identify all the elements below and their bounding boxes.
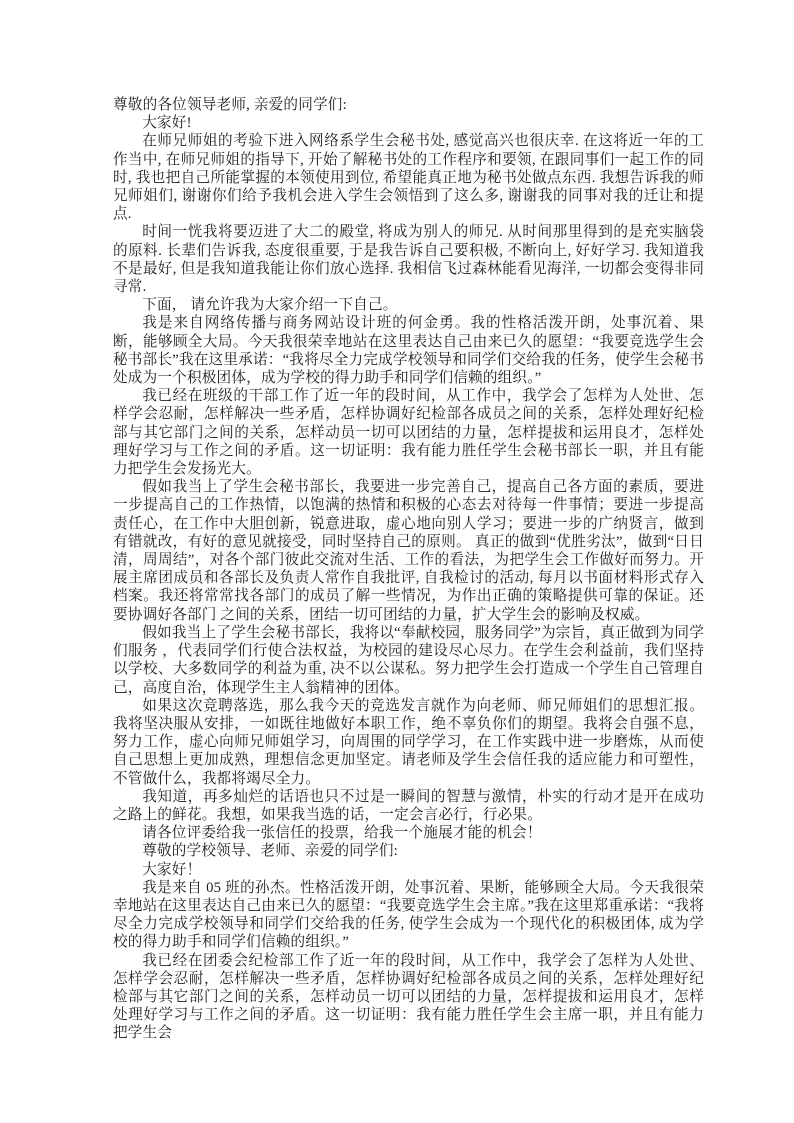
paragraph: 请各位评委给我一张信任的投票，给我一个施展才能的机会！ [142,825,542,842]
paragraph: 我已经在班级的干部工作了近一年的段时间，从工作中，我学会了怎样为人处世、怎样学会忍耐，怎样解决一些矛盾，怎样协调好纪检部各成员之间的关系，怎样处理好纪检部与其它部门之间的关系，怎样动员一切可以团结的力量，怎样提拔和运用良才，怎样处理好学习与工作之间的矛盾。这一切证明：我有能力胜任学生会秘书部长一职，并且有能力把学生会发扬光大。 [113,388,704,478]
paragraph: 我是来自 05 班的孙杰。性格活泼开朗，处事沉着、果断，能够顾全大局。今天我很荣幸地站在这里表达自己由来已久的愿望：“我要竞选学生会主席。”我在这里郑重承诺：“我将尽全力完成学校领导和同学们交给我的任务, 使学生会成为一个现代化的积极团体, 成为学校的得力助手和同学们信赖的组织。” [113,879,704,951]
paragraph: 大家好! [142,115,192,132]
paragraph: 下面， 请允许我为大家介绍一下自己。 [142,297,398,314]
paragraph: 如果这次竞聘落选，那么我今天的竞选发言就作为向老师、师兄师姐们的思想汇报。我将坚决服从安排，一如既往地做好本职工作，绝不辜负你们的期望。我将会自强不息，努力工作，虚心向师兄师姐学习，向周围的同学学习，在工作实践中进一步磨炼，从而使自己思想上更加成熟，理想信念更加坚定。请老师及学生会信任我的适应能力和可塑性，不管做什么，我都将竭尽全力。 [113,697,704,787]
paragraph: 在师兄师姐的考验下进入网络系学生会秘书处, 感觉高兴也很庆幸. 在这将近一年的工作当中, 在师兄师姐的指导下, 开始了解秘书处的工作程序和要领, 在跟同事们一起工作的同时, 我也把自己所能掌握的本领使用到位, 希望能真正地为秘书处做点东西. 我想告诉我的师兄师姐们, 谢谢你们给予我机会进入学生会领悟到了这么多, 谢谢我的同事对我的迁让和提点. [113,133,704,223]
paragraph: 时间一恍我将要迈进了大二的殿堂, 将成为别人的师兄. 从时间那里得到的是充实脑袋的原料. 长辈们告诉我, 态度很重要, 于是我告诉自己要积极, 不断向上, 好好学习. 我知道我不是最好, 但是我知道我能让你们放心选择. 我相信飞过森林能看见海洋, 一切都会变得非同寻常. [113,224,704,296]
paragraph: 我是来自网络传播与商务网站设计班的何金勇。我的性格活泼开朗，处事沉着、果断，能够顾全大局。今天我很荣幸地站在这里表达自己由来已久的愿望：“我要竞选学生会秘书部长”我在这里承诺：“我将尽全力完成学校领导和同学们交给我的任务，使学生会秘书处成为一个积极团体，成为学校的得力助手和同学们信赖的组织。” [113,315,704,387]
paragraph: 大家好！ [142,861,202,878]
paragraph: 尊敬的学校领导、老师、亲爱的同学们: [142,843,398,860]
paragraph: 假如我当上了学生会秘书部长，我要进一步完善自己，提高自己各方面的素质，要进一步提高自己的工作热情，以饱满的热情和积极的心态去对待每一件事情；要进一步提高责任心，在工作中大胆创新，锐意进取，虚心地向别人学习；要进一步的广纳贤言，做到有错就改，有好的意见就接受，同时坚持自己的原则。 真正的做到“优胜劣汰”，做到“日日清，周周结”，对各个部门彼此交流对生活、工作的看法，为把学生会工作做好而努力。开展主席团成员和各部长及负责人常作自我批评, 自我检讨的活动, 每月以书面材料形式存入档案。我还将常常找各部门的成员了解一些情况，为作出正确的策略提供可靠的保证。还要协调好各部门 之间的关系，团结一切可团结的力量，扩大学生会的影响及权威。 [113,479,704,623]
paragraph: 尊敬的各位领导老师, 亲爱的同学们: [113,97,347,113]
paragraph: 我已经在团委会纪检部工作了近一年的段时间，从工作中，我学会了怎样为人处世、怎样学会忍耐，怎样解决一些矛盾，怎样协调好纪检部各成员之间的关系，怎样处理好纪检部与其它部门之间的关系，怎样动员一切可以团结的力量，怎样提拔和运用良才，怎样处理好学习与工作之间的矛盾。这一切证明：我有能力胜任学生会主席一职，并且有能力把学生会 [113,952,704,1042]
paragraph: 假如我当上了学生会秘书部长，我将以“奉献校园，服务同学”为宗旨，真正做到为同学们服务 ，代表同学们行使合法权益，为校园的建设尽心尽力。在学生会利益前，我们坚持以学校、大多数同学的利益为重, 决不以公谋私。努力把学生会打造成一个学生自己管理自己，高度自治，体现学生主人翁精神的团体。 [113,624,704,696]
document-body [113,96,704,1043]
paragraph: 我知道，再多灿烂的话语也只不过是一瞬间的智慧与激情，朴实的行动才是开在成功之路上的鲜花。我想，如果我当选的话，一定会言必行，行必果。 [113,788,704,823]
